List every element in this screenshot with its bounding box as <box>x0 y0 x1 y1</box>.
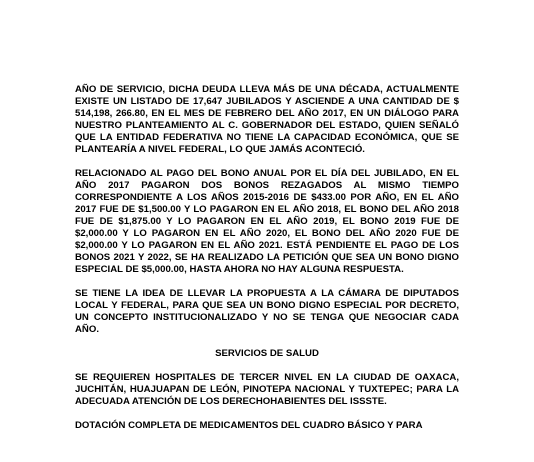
document-body <box>75 84 459 444</box>
paragraph-hospitales: SE REQUIEREN HOSPITALES DE TERCER NIVEL EN LA CIUDAD DE OAXACA, JUCHITÁN, HUAJUAPAN DE LEÓN, PINOTEPA NACIONAL Y TUXTEPEC; PARA LA ADECUADA ATENCIÓN DE LOS DERECHOHABIENTES DEL ISSSTE. <box>75 372 459 407</box>
paragraph-medicamentos: DOTACIÓN COMPLETA DE MEDICAMENTOS DEL CUADRO BÁSICO Y PARA <box>75 420 423 431</box>
paragraph-bono-anual: RELACIONADO AL PAGO DEL BONO ANUAL POR EL DÍA DEL JUBILADO, EN EL AÑO 2017 PAGARON DOS BONOS REZAGADOS AL MISMO TIEMPO CORRESPONDIENTE A LOS AÑOS 2015-2016 DE $433.00 POR AÑO, EN EL AÑO 2017 FUE DE $1,500.00 Y LO PAGARON EN EL AÑO 2018, EL BONO DEL AÑO 2018 FUE DE $1,875.00 Y LO PAGARON EN EL AÑO 2019, EL BONO 2019 FUE DE $2,000.00 Y LO PAGARON EN EL AÑO 2020, EL BONO DEL AÑO 2020 FUE DE $2,000.00 Y LO PAGARON EN EL AÑO 2021. ESTÁ PENDIENTE EL PAGO DE LOS BONOS 2021 Y 2022, SE HA REALIZADO LA PETICIÓN QUE SEA UN BONO DIGNO ESPECIAL DE $5,000.00, HASTA AHORA NO HAY ALGUNA RESPUESTA. <box>75 168 459 275</box>
paragraph-propuesta: SE TIENE LA IDEA DE LLEVAR LA PROPUESTA A LA CÁMARA DE DIPUTADOS LOCAL Y FEDERAL, PARA QUE SEA UN BONO DIGNO ESPECIAL POR DECRETO, UN CONCEPTO INSTITUCIONALIZADO Y NO SE TENGA QUE NEGOCIAR CADA AÑO. <box>75 288 459 335</box>
section-heading-servicios-salud: SERVICIOS DE SALUD <box>215 348 319 359</box>
paragraph-deuda: AÑO DE SERVICIO, DICHA DEUDA LLEVA MÁS DE UNA DÉCADA, ACTUALMENTE EXISTE UN LISTADO DE 17,647 JUBILADOS Y ASCIENDE A UNA CANTIDAD DE $ 514,198, 266.80, EN EL MES DE FEBRERO DEL AÑO 2017, EN UN DIÁLOGO PARA NUESTRO PLANTEAMIENTO AL C. GOBERNADOR DEL ESTADO, QUIEN SEÑALÓ QUE LA ENTIDAD FEDERATIVA NO TIENE LA CAPACIDAD ECONÓMICA, QUE SE PLANTEARÍA A NIVEL FEDERAL, LO QUE JAMÁS ACONTECIÓ. <box>75 84 459 155</box>
